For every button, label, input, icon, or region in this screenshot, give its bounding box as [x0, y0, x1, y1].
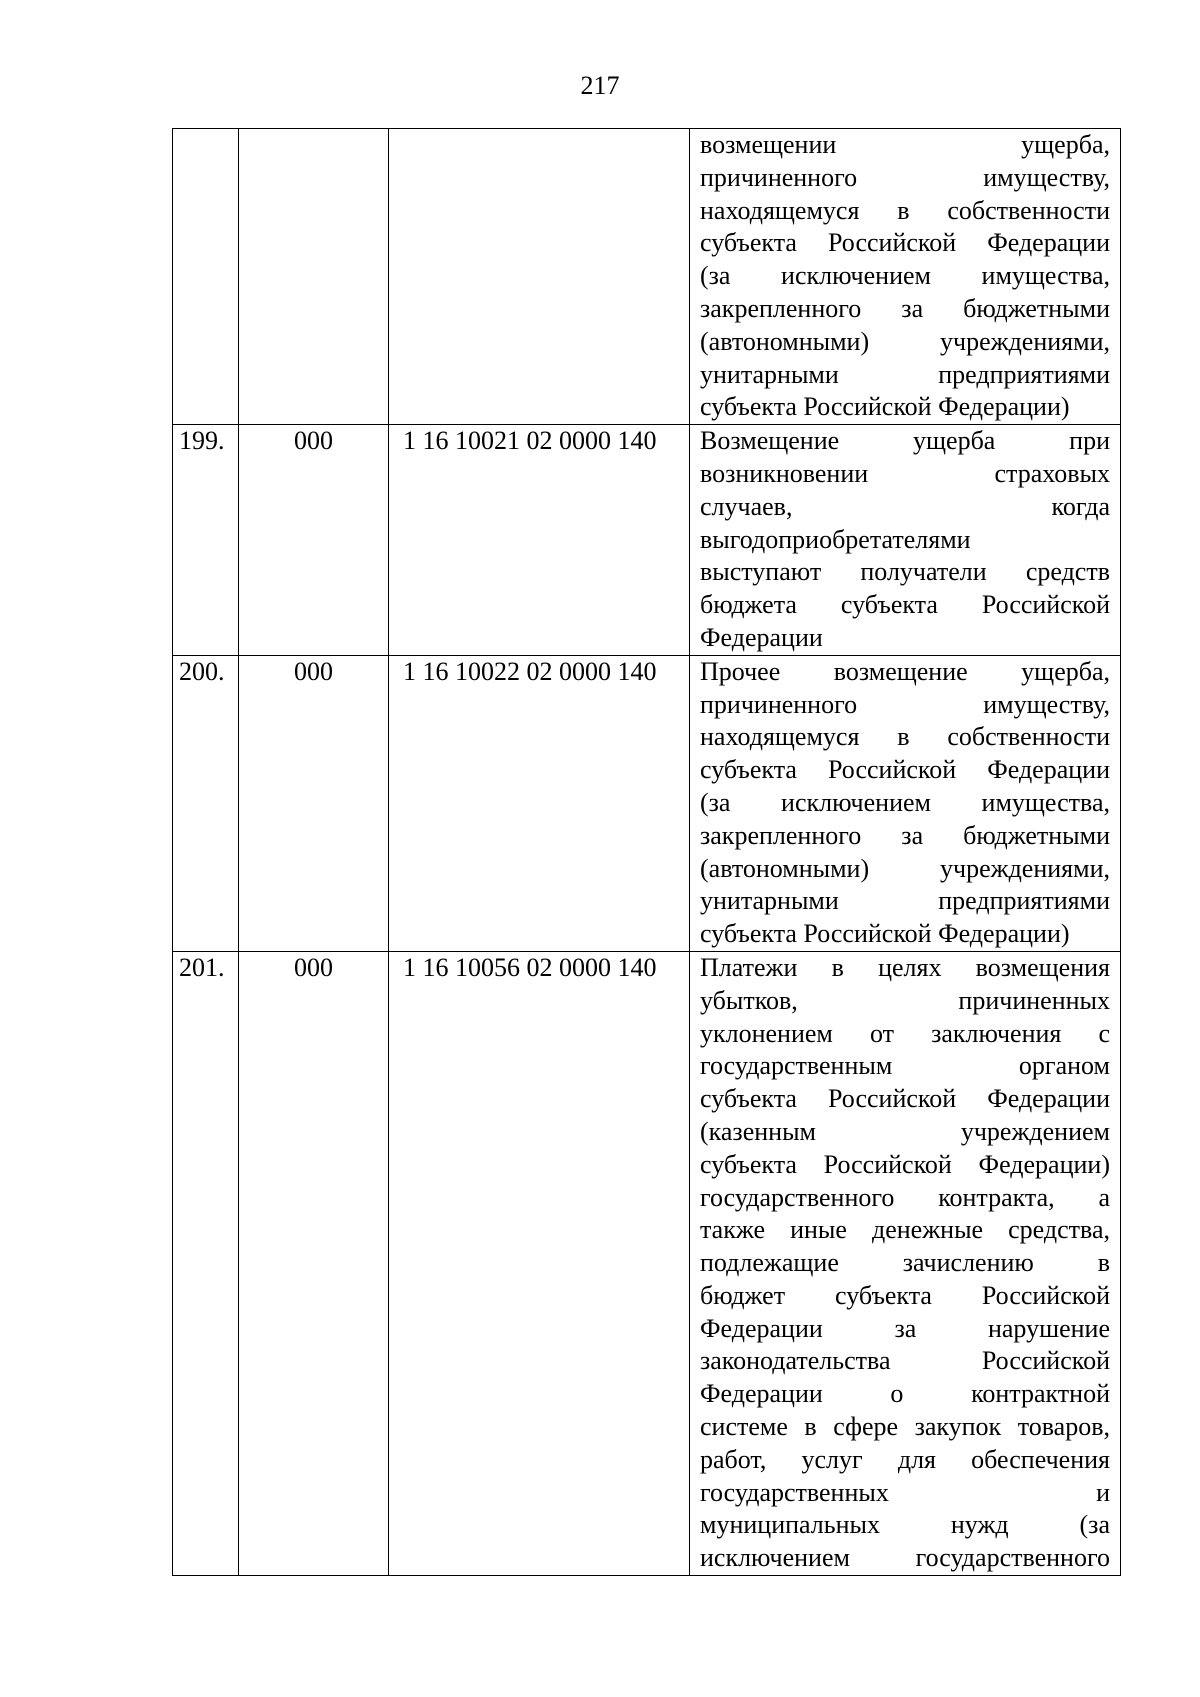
row-number-cell: 201. [173, 951, 239, 1575]
description-line: Возмещение ущерба при [700, 426, 1110, 456]
description-line: унитарными предприятиями [700, 359, 1110, 389]
description-line: (за исключением имущества, [700, 261, 1110, 291]
description-line: субъекта Российской Федерации) [700, 392, 1070, 422]
table-row [173, 655, 1121, 951]
description-line: (за исключением имущества, [700, 787, 1110, 817]
description-line: государственного контракта, а [700, 1182, 1110, 1212]
description-line: бюджет субъекта Российской [700, 1280, 1110, 1310]
description-line: причиненного имуществу, [700, 162, 1110, 192]
description-line: выступают получатели средств [700, 557, 1110, 587]
description-line: работ, услуг для обеспечения [700, 1444, 1110, 1474]
budget-code-cell: 1 16 10022 02 0000 140 [389, 655, 690, 951]
description-line: также иные денежные средства, [700, 1215, 1110, 1245]
description-line: Прочее возмещение ущерба, [700, 656, 1110, 686]
description-line: системе в сфере закупок товаров, [700, 1412, 1110, 1442]
description-line: возникновении страховых [700, 458, 1110, 488]
description-line: Федерации [700, 622, 823, 652]
description-cell [690, 425, 1121, 656]
description-line: Федерации о контрактной [700, 1379, 1110, 1409]
description-line: находящемуся в собственности [700, 722, 1110, 752]
row-number-cell: 199. [173, 425, 239, 656]
description-line: закрепленного за бюджетными [700, 820, 1110, 850]
description-cell [690, 129, 1121, 425]
description-cell [690, 655, 1121, 951]
table-row [173, 951, 1121, 1575]
description-line: субъекта Российской Федерации) [700, 1149, 1110, 1179]
description-line: убытков, причиненных [700, 985, 1110, 1015]
description-line: выгодоприобретателями [700, 524, 971, 554]
description-line: Платежи в целях возмещения [700, 952, 1110, 982]
row-number-cell: 200. [173, 655, 239, 951]
admin-code-cell: 000 [239, 425, 389, 656]
description-line: бюджета субъекта Российской [700, 590, 1110, 620]
description-line: причиненного имуществу, [700, 689, 1110, 719]
description-line: Федерации за нарушение [700, 1313, 1110, 1343]
description-line: субъекта Российской Федерации [700, 755, 1110, 785]
description-line: субъекта Российской Федерации) [700, 919, 1070, 949]
description-line: муниципальных нужд (за [700, 1510, 1110, 1540]
admin-code-cell: 000 [239, 655, 389, 951]
admin-code-cell: 000 [239, 951, 389, 1575]
description-line: (автономными) учреждениями, [700, 326, 1110, 356]
description-line: унитарными предприятиями [700, 886, 1110, 916]
description-line: государственных и [700, 1477, 1110, 1507]
budget-code-cell: 1 16 10021 02 0000 140 [389, 425, 690, 656]
description-line: случаев, когда [700, 491, 1110, 521]
page-number: 217 [580, 71, 620, 100]
admin-code-cell [239, 129, 389, 425]
table-row [173, 425, 1121, 656]
description-line: возмещении ущерба, [700, 130, 1110, 159]
budget-code-cell: 1 16 10056 02 0000 140 [389, 951, 690, 1575]
description-line: (автономными) учреждениями, [700, 853, 1110, 883]
description-line: уклонением от заключения с [700, 1018, 1110, 1048]
description-line: законодательства Российской [700, 1346, 1110, 1376]
description-line: (казенным учреждением [700, 1116, 1110, 1146]
budget-code-cell [389, 129, 690, 425]
table-row [173, 129, 1121, 425]
table-body [173, 129, 1121, 1576]
description-cell [690, 951, 1121, 1575]
description-line: подлежащие зачислению в [700, 1248, 1110, 1278]
revenue-codes-table [172, 128, 1121, 1576]
description-line: исключением государственного [700, 1543, 1110, 1573]
description-line: субъекта Российской Федерации [700, 1084, 1110, 1114]
description-line: находящемуся в собственности [700, 195, 1110, 225]
row-number-cell [173, 129, 239, 425]
description-line: закрепленного за бюджетными [700, 293, 1110, 323]
description-line: государственным органом [700, 1051, 1110, 1081]
description-line: субъекта Российской Федерации [700, 228, 1110, 258]
